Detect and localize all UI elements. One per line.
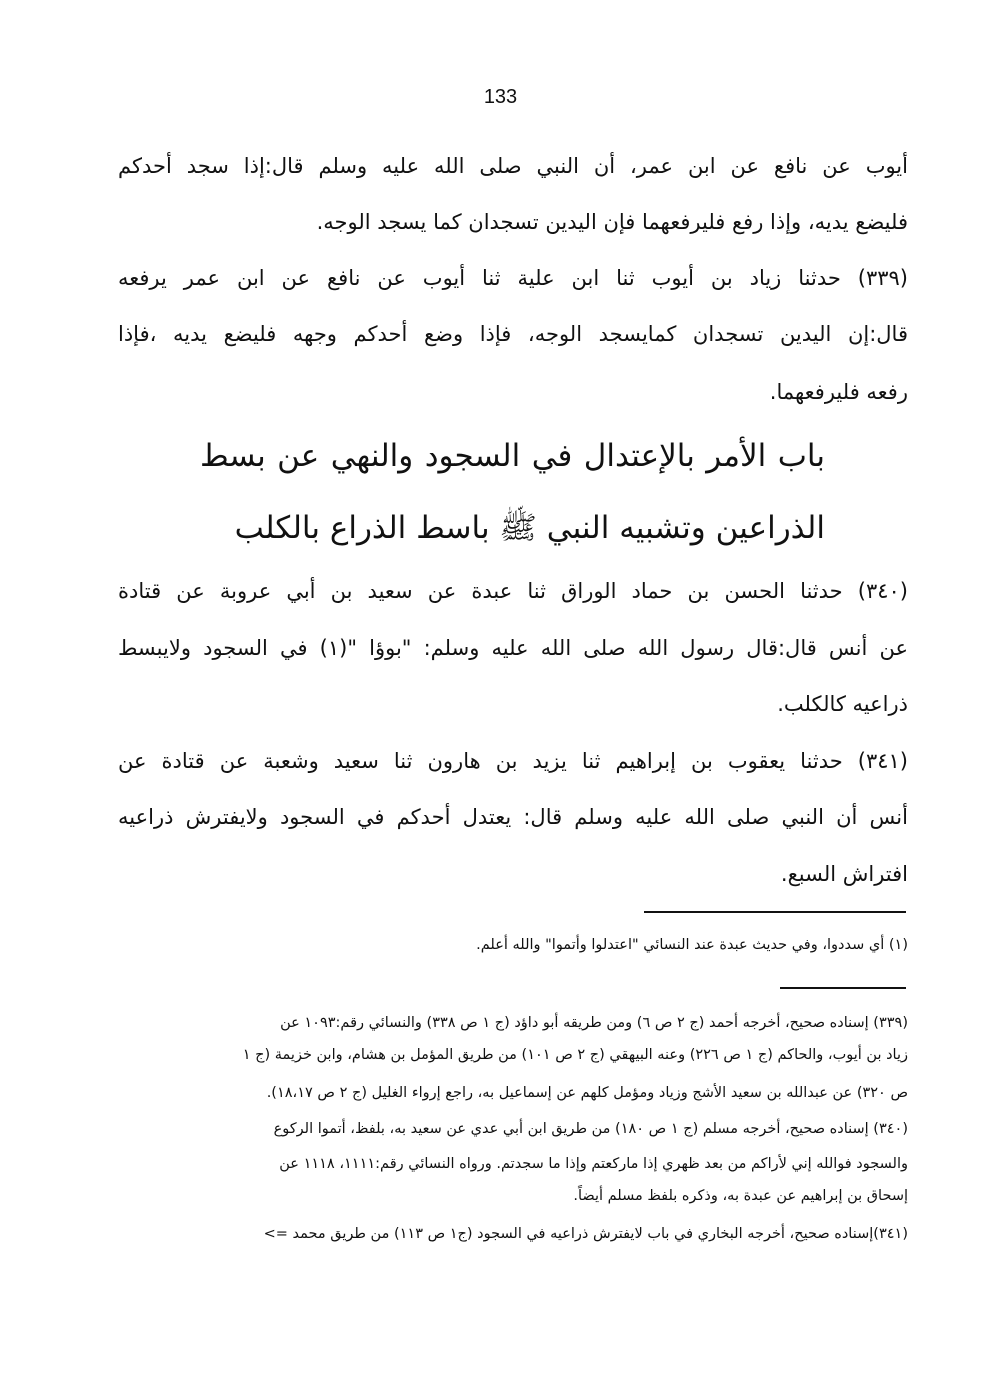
text-line: عن أنس قال:قال رسول الله صلى الله عليه وسلم: "بوؤا "(١) في السجود ولايبسط <box>118 636 909 660</box>
text-line: فليضع يديه، وإذا رفع فليرفعهما فإن اليدين تسجدان كما يسجد الوجه. <box>316 210 908 234</box>
chapter-heading-line-2: الذراعين وتشبيه النبي ﷺ باسط الذراع بالكلب <box>234 510 825 546</box>
text-line: أنس أن النبي صلى الله عليه وسلم قال: يعتدل أحدكم في السجود ولايفترش ذراعيه <box>118 805 908 829</box>
text-line: ذراعيه كالكلب. <box>777 692 908 716</box>
takhrij-line: والسجود فوالله إني لأراكم من بعد ظهري إذا ماركعتم وإذا ما سجدتم. ورواه النسائي رقم:١١١١، ١١١٨ عن <box>279 1156 908 1172</box>
footnote: (١) أي سددوا، وفي حديث عبدة عند النسائي "اعتدلوا وأتموا" والله أعلم. <box>476 937 908 953</box>
footnote-separator <box>644 911 906 913</box>
takhrij-line: (٣٣٩) إسناده صحيح، أخرجه أحمد (ج ٢ ص ٦) ومن طريقه أبو داؤد (ج ١ ص ٣٣٨) والنسائي رقم:١٠٩٣ عن <box>280 1015 908 1031</box>
text-line: قال:إن اليدين تسجدان كمايسجد الوجه، فإذا وضع أحدكم وجهه فليضع يديه ،فإذا <box>118 322 908 346</box>
text-line: افتراش السبع. <box>780 862 908 886</box>
chapter-heading-line-1: باب الأمر بالإعتدال في السجود والنهي عن بسط <box>200 438 825 474</box>
text-line: رفعه فليرفعهما. <box>769 380 908 404</box>
takhrij-line: ص ٣٢٠) عن عبدالله بن سعيد الأشج وزياد ومؤمل كلهم عن إسماعيل به، راجع إرواء الغليل (ج ٢ ص ١٨،١٧). <box>266 1085 908 1101</box>
takhrij-line: زياد بن أيوب، والحاكم (ج ١ ص ٢٢٦) وعنه البيهقي (ج ٢ ص ١٠١) من طريق المؤمل بن هشام، وابن خزيمة (ج ١ <box>242 1047 908 1063</box>
main-text-top <box>118 146 908 416</box>
takhrij-line: (٣٤٠) إسناده صحيح، أخرجه مسلم (ج ١ ص ١٨٠) من طريق ابن أبي عدي عن سعيد به، بلفظ، أتموا الركوع <box>273 1121 908 1137</box>
text-line: أيوب عن نافع عن ابن عمر، أن النبي صلى الله عليه وسلم قال:إذا سجد أحدكم <box>118 154 908 178</box>
text-line: (٣٤١) حدثنا يعقوب بن إبراهيم ثنا يزيد بن هارون ثنا سعيد وشعبة عن قتادة عن <box>118 749 908 773</box>
main-text-bottom <box>118 571 908 891</box>
text-line: (٣٣٩) حدثنا زياد بن أيوب ثنا ابن علية ثنا أيوب عن نافع عن ابن عمر يرفعه <box>118 266 908 290</box>
takhrij-line: إسحاق بن إبراهيم عن عبدة به، وذكره بلفظ مسلم أيضاً. <box>573 1188 908 1204</box>
page-number: 133 <box>483 86 518 108</box>
takhrij-separator <box>780 987 906 989</box>
takhrij-line: (٣٤١)إسناده صحيح، أخرجه البخاري في باب لايفترش ذراعيه في السجود (ج١ ص ١١٣) من طريق محمد => <box>263 1226 908 1242</box>
text-line: (٣٤٠) حدثنا الحسن بن حماد الوراق ثنا عبدة عن سعيد بن أبي عروبة عن قتادة <box>118 579 908 603</box>
